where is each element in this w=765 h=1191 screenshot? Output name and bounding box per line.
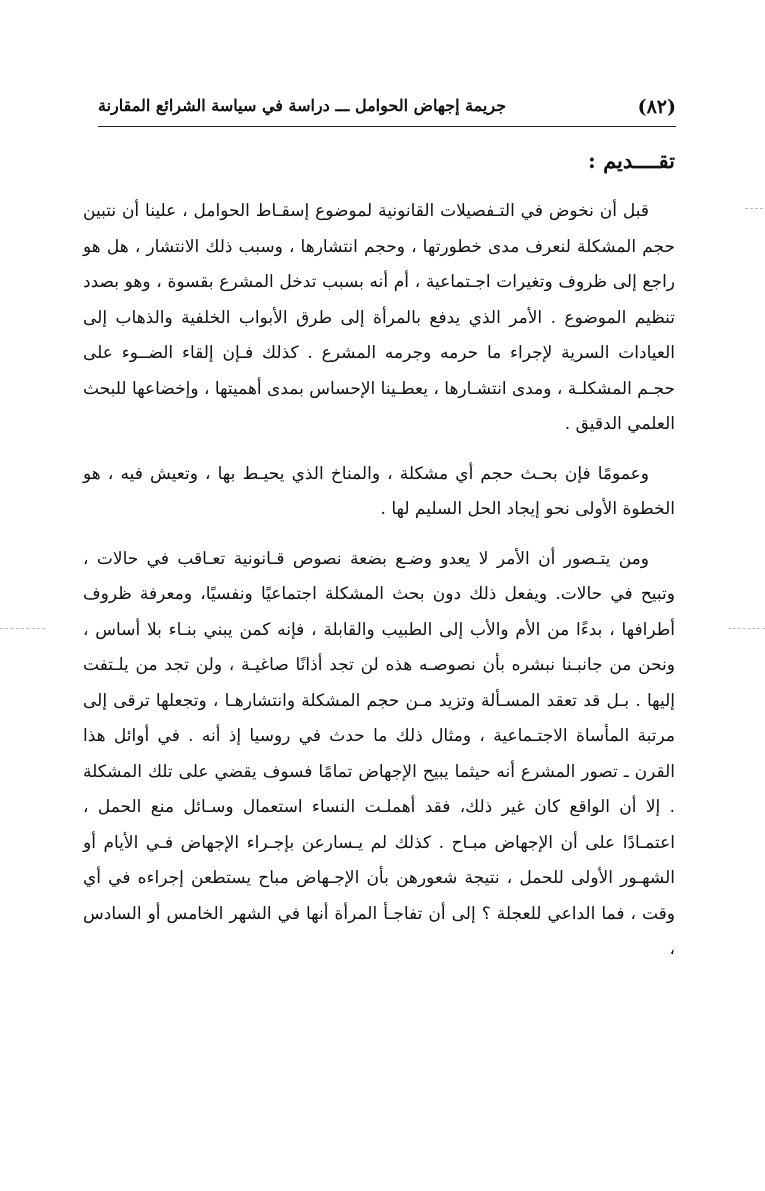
- paragraph-2: وعمومًا فإن بحـث حجم أي مشكلة ، والمناخ الذي يحيـط بها ، وتعيش فيه ، هو الخطوة الأولى نحو إيجاد الحل السليم لها .: [83, 463, 675, 519]
- paragraph-3: ومن يتـصور أن الأمر لا يعدو وضـع بضعة نصوص قـانونية تعـاقب في حالات ، وتبيح في حالات. ويفعل ذلك دون بحث المشكلة اجتماعيًا ونفسيًا، ومعرفة ظروف أطرافها ، بدءًا من الأم والأب إلى الطبيب والقابلة ، فإنه كمن يبني بنـاء بلا أساس ، ونحن من جانبـنا نبشره بأن نصوصـه هذه لن تجد أذانًا صاغيـة ، ولن تجد من يلـتفت إليها . بـل قد تعقد المسـألة وتزيد مـن حجم المشكلة وانتشارهـا ، وتجعلها ترقى إلى مرتبة المأساة الاجتـماعية ، ومثال ذلك ما حدث في روسيا إذ أنه . في أوائل هذا القرن ـ تصور المشرع أنه حيثما يبيح الإجهاض تمامًا فسوف يقضي على تلك المشكلة . إلا أن الواقع كان غير ذلك، فقد أهملـت النساء استعمال وسـائل منع الحمل ، اعتمـادًا على أن الإجهاض مبـاح . كذلك لم يـسارعن بإجـراء الإجهاض فـي الأيام أو الشهـور الأولى للحمل ، نتيجة شعورهن بأن الإجـهاض مباح يستطعن إجراءه في أي وقت ، فما الداعي للعجلة ؟ إلى أن تفاجـأ المرأة أنها في الشهر الخامس أو السادس ،: [83, 548, 675, 959]
- body-text: [83, 194, 675, 982]
- running-title: جريمة إجهاض الحوامل ـــ دراسة في سياسة الشرائع المقارنة: [98, 96, 507, 115]
- paragraph-1: قبل أن نخوض في التـفصيلات القانونية لموضوع إسقـاط الحوامل ، علينا أن نتبين حجم المشكلة لنعرف مدى خطورتها ، وحجم انتشارها ، وسبب ذلك الانتشار ، هل هو راجع إلى ظروف وتغيرات اجـتماعية ، أم أنه بسبب تدخل المشرع بقسوة ، وهو بصدد تنظيم الموضوع . الأمر الذي يدفع بالمرأة إلى طرق الأبواب الخلفية والذهاب إلى العيادات السرية لإجراء ما حرمه وجرمه المشرع . كذلك فـإن إلقاء الضــوء على حجـم المشكلـة ، ومدى انتشـارها ، يعطـينا الإحساس بمدى أهميتها ، وإخضاعها للبحث العلمي الدقيق .: [83, 201, 675, 434]
- margin-scan-mark: [728, 628, 765, 629]
- page-number: (٨٢): [637, 96, 676, 118]
- section-heading: تقــــديم :: [588, 148, 675, 173]
- margin-scan-mark: [0, 628, 45, 629]
- margin-scan-mark: [745, 208, 763, 209]
- header-divider: [98, 126, 676, 127]
- running-header: [98, 92, 676, 124]
